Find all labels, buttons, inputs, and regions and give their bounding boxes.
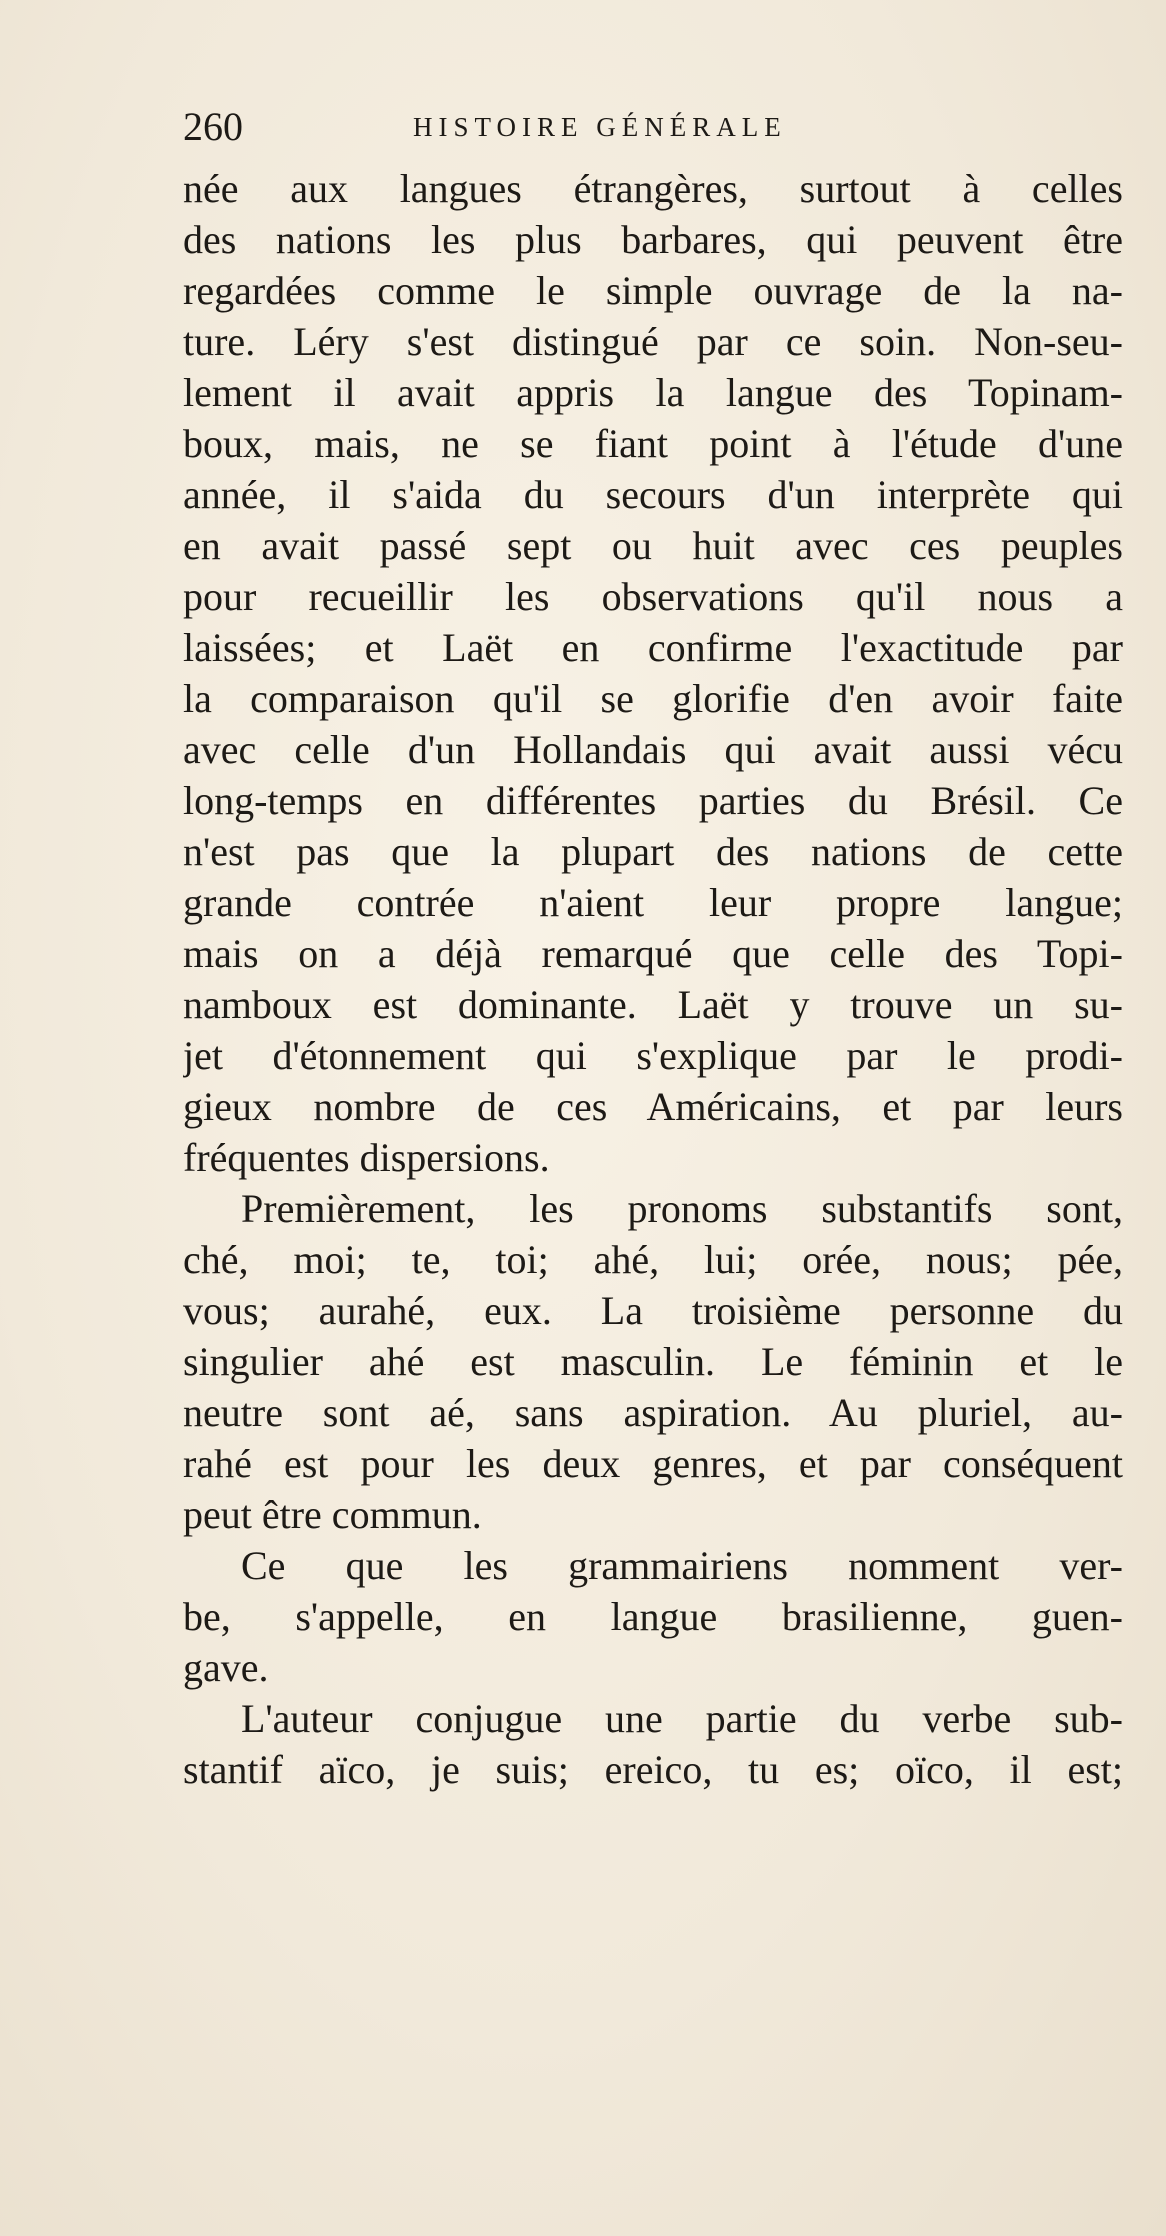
- text-line: singulier ahé est masculin. Le féminin et le: [183, 1339, 1123, 1384]
- text-line: ture. Léry s'est distingué par ce soin. Non-seu-: [183, 319, 1123, 364]
- text-line: peut être commun.: [183, 1492, 482, 1537]
- text-line: n'est pas que la plupart des nations de cette: [183, 829, 1123, 874]
- text-line: Ce que les grammairiens nomment ver-: [241, 1543, 1123, 1588]
- text-line: long-temps en différentes parties du Brésil. Ce: [183, 778, 1123, 823]
- text-line: jet d'étonnement qui s'explique par le prodi-: [183, 1033, 1123, 1078]
- text-line: rahé est pour les deux genres, et par conséquent: [183, 1441, 1123, 1486]
- text-line: des nations les plus barbares, qui peuvent être: [183, 217, 1123, 262]
- text-line: avec celle d'un Hollandais qui avait aussi vécu: [183, 727, 1123, 772]
- text-line: gieux nombre de ces Américains, et par leurs: [183, 1084, 1123, 1129]
- text-line: grande contrée n'aient leur propre langue;: [183, 880, 1123, 925]
- text-line: stantif aïco, je suis; ereico, tu es; oïco, il est;: [183, 1747, 1123, 1792]
- page-header: [183, 103, 963, 151]
- text-line: année, il s'aida du secours d'un interprète qui: [183, 472, 1123, 517]
- text-line: Premièrement, les pronoms substantifs sont,: [241, 1186, 1123, 1231]
- running-head: HISTOIRE GÉNÉRALE: [413, 112, 787, 142]
- text-line: ché, moi; te, toi; ahé, lui; orée, nous; pée,: [183, 1237, 1123, 1282]
- text-line: née aux langues étrangères, surtout à celles: [183, 166, 1123, 211]
- text-line: laissées; et Laët en confirme l'exactitude par: [183, 625, 1123, 670]
- text-line: L'auteur conjugue une partie du verbe sub-: [241, 1696, 1123, 1741]
- text-line: vous; aurahé, eux. La troisième personne du: [183, 1288, 1123, 1333]
- text-line: fréquentes dispersions.: [183, 1135, 550, 1180]
- text-line: boux, mais, ne se fiant point à l'étude d'une: [183, 421, 1123, 466]
- text-line: en avait passé sept ou huit avec ces peuples: [183, 523, 1123, 568]
- text-line: lement il avait appris la langue des Topinam-: [183, 370, 1123, 415]
- text-line: neutre sont aé, sans aspiration. Au pluriel, au-: [183, 1390, 1123, 1435]
- text-line: la comparaison qu'il se glorifie d'en avoir faite: [183, 676, 1123, 721]
- text-line: mais on a déjà remarqué que celle des Topi-: [183, 931, 1123, 976]
- body-text: [183, 163, 1123, 1795]
- text-line: regardées comme le simple ouvrage de la na-: [183, 268, 1123, 313]
- text-line: pour recueillir les observations qu'il nous a: [183, 574, 1123, 619]
- text-line: namboux est dominante. Laët y trouve un su-: [183, 982, 1123, 1027]
- text-line: be, s'appelle, en langue brasilienne, guen-: [183, 1594, 1123, 1639]
- text-line: gave.: [183, 1645, 269, 1690]
- page-number: 260: [183, 104, 243, 149]
